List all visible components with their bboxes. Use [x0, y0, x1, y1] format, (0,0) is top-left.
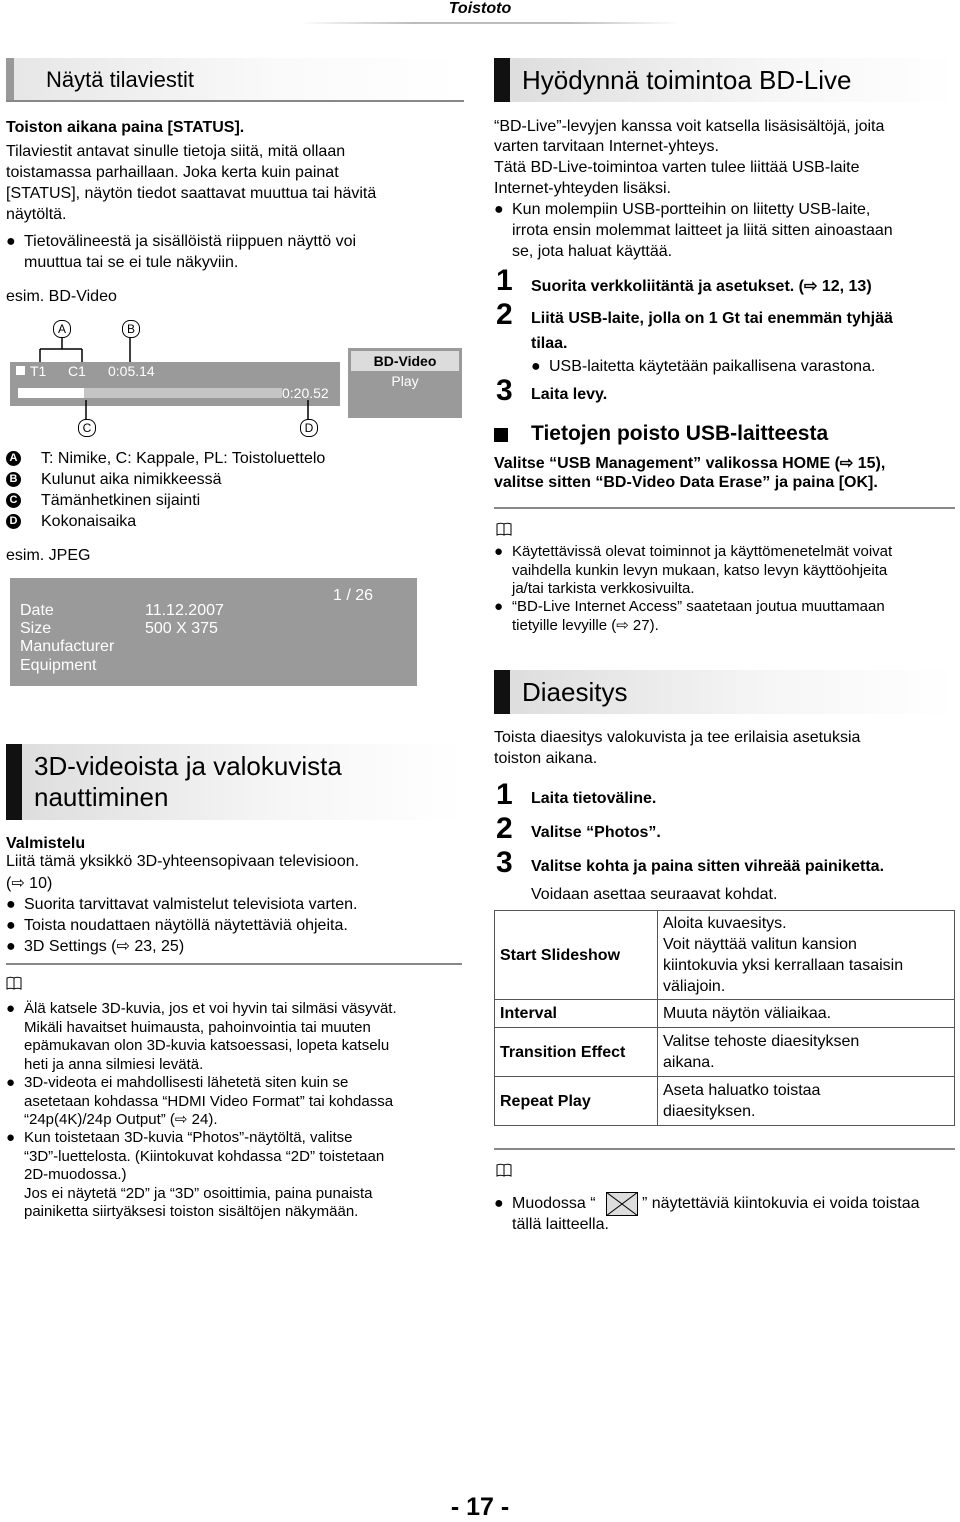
stop-icon: [16, 366, 25, 375]
divider: [6, 963, 462, 965]
table-row: [495, 1028, 955, 1077]
bullet-icon: ●: [6, 917, 16, 934]
jpeg-row-label: Date: [20, 602, 54, 619]
step-text: tilaa.: [531, 335, 568, 352]
usb-erase-para: Valitse “USB Management” valikossa HOME (⇨ 15),: [494, 455, 886, 472]
bullet-icon: ●: [6, 233, 16, 250]
bdlive-para-line: Internet-yhteyden lisäksi.: [494, 180, 671, 197]
step-text: Laita tietoväline.: [531, 790, 657, 807]
prep-line: Liitä tämä yksikkö 3D-yhteensopivaan televisioon.: [6, 853, 360, 870]
option-label: Start Slideshow: [495, 911, 658, 1000]
option-desc: Aloita kuvaesitys. Voit näyttää valitun kansion kiintokuvia yksi kerrallaan tasaisin väliajoin.: [658, 911, 955, 1000]
header-rule: [300, 22, 680, 24]
prep-heading: Valmistelu: [6, 835, 86, 852]
section-3d-title: 3D-videoista ja valokuvista: [34, 751, 342, 781]
heading-bar: [6, 744, 22, 820]
step-text: Liitä USB-laite, jolla on 1 Gt tai enemmän tyhjää: [531, 310, 893, 327]
divider: [494, 507, 955, 509]
step-text: Suorita verkkoliitäntä ja asetukset. (⇨ 12, 13): [531, 278, 872, 295]
option-label: Repeat Play: [495, 1077, 658, 1126]
callout-a: A: [53, 320, 71, 338]
osd-total: 0:20.52: [282, 385, 329, 401]
unplayable-image-icon: [606, 1192, 638, 1216]
osd-progress-fill: [18, 388, 84, 398]
section-status-heading: [6, 58, 464, 102]
bdlive-para-line: varten tarvitaan Internet-yhteys.: [494, 138, 719, 155]
callout-d: D: [300, 419, 318, 437]
slides-para-line: Toista diaesitys valokuvista ja tee erilaisia asetuksia: [494, 729, 861, 746]
legend-text: Tämänhetkinen sijainti: [41, 492, 201, 509]
usb-erase-para: valitse sitten “BD-Video Data Erase” ja paina [OK].: [494, 474, 878, 491]
bullet-icon: ●: [494, 598, 504, 615]
bullet-icon: ●: [6, 938, 16, 955]
note-book-icon: [496, 1163, 512, 1177]
step-text: Laita levy.: [531, 386, 608, 403]
table-row: [495, 911, 955, 1000]
legend-key-a: A: [6, 451, 21, 466]
prep-line: (⇨ 10): [6, 875, 53, 892]
jpeg-counter: 1 / 26: [333, 587, 374, 604]
step-number: 3: [496, 846, 513, 879]
heading-bar: [494, 670, 510, 714]
page-number: - 17 -: [450, 1493, 510, 1521]
bullet-icon: ●: [494, 543, 504, 560]
step-text: Valitse kohta ja paina sitten vihreää painiketta.: [531, 858, 885, 875]
jpeg-row-label: Size: [20, 620, 52, 637]
option-desc: Muuta näytön väliaikaa.: [658, 1000, 955, 1028]
osd-box-title: BD-Video: [351, 351, 459, 371]
option-label: Interval: [495, 1000, 658, 1028]
heading-bar: [494, 58, 510, 102]
section-3d-heading: [6, 744, 464, 820]
callout-c: C: [78, 419, 96, 437]
osd-elapsed: 0:05.14: [108, 363, 155, 379]
jpeg-row-label: Manufacturer: [20, 638, 115, 655]
slideshow-options-table: [494, 910, 955, 1126]
legend-text: T: Nimike, C: Kappale, PL: Toistoluettelo: [41, 450, 326, 467]
status-para-line: [STATUS], näytön tiedot saattavat muuttua tai hävitä: [6, 185, 377, 202]
jpeg-info-osd: [10, 578, 417, 686]
bullet-icon: ●: [531, 358, 541, 375]
status-para-line: toistamassa parhaillaan. Joka kerta kuin painat: [6, 164, 339, 181]
section-bdlive-title: Hyödynnä toimintoa BD-Live: [522, 65, 852, 95]
table-row: [495, 1000, 955, 1028]
table-row: [495, 1077, 955, 1126]
callout-b: B: [122, 320, 140, 338]
status-para-line: Tilaviestit antavat sinulle tietoja siitä, mitä ollaan: [6, 143, 346, 160]
legend-key-c: C: [6, 493, 21, 508]
status-instruction: Toiston aikana paina [STATUS].: [6, 119, 245, 136]
legend-key-b: B: [6, 472, 21, 487]
usb-erase-title: Tietojen poisto USB-laitteesta: [531, 422, 829, 445]
osd-play-box: [348, 348, 462, 418]
option-desc: Valitse tehoste diaesityksen aikana.: [658, 1028, 955, 1077]
note-book-icon: [6, 976, 22, 990]
slides-sub: Voidaan asettaa seuraavat kohdat.: [531, 886, 778, 903]
example-bd-label: esim. BD-Video: [6, 288, 117, 305]
section-slideshow-title: Diaesitys: [522, 677, 628, 707]
page-header-title: Toistoto: [448, 0, 512, 17]
step-number: 1: [496, 264, 513, 297]
section-status-title: Näytä tilaviestit: [46, 67, 194, 92]
option-desc: Aseta haluatko toistaa diaesityksen.: [658, 1077, 955, 1126]
jpeg-row-value: 500 X 375: [145, 620, 218, 637]
step-text: Valitse “Photos”.: [531, 824, 661, 841]
step-number: 3: [496, 374, 513, 407]
osd-chapter-num: C1: [68, 363, 86, 379]
bullet-icon: ●: [494, 201, 504, 218]
legend-text: Kokonaisaika: [41, 513, 137, 530]
osd-title-num: T1: [30, 363, 47, 379]
divider: [494, 1148, 955, 1150]
example-jpeg-label: esim. JPEG: [6, 547, 91, 564]
bullet-icon: ●: [6, 1129, 16, 1146]
bullet-icon: ●: [494, 1195, 504, 1212]
section-3d-title: nauttiminen: [34, 782, 169, 812]
jpeg-row-value: 11.12.2007: [145, 602, 224, 619]
jpeg-row-label: Equipment: [20, 657, 97, 674]
bdlive-para-line: “BD-Live”-levyjen kanssa voit katsella lisäsisältöjä, joita: [494, 118, 885, 135]
section-slideshow-heading: [494, 670, 955, 714]
square-bullet-icon: [494, 428, 508, 442]
heading-bar: [6, 58, 14, 100]
slides-para-line: toiston aikana.: [494, 750, 598, 767]
callout-lines-bottom: [80, 400, 320, 422]
bullet-icon: ●: [6, 1074, 16, 1091]
step-number: 2: [496, 812, 513, 845]
legend-text: Kulunut aika nimikkeessä: [41, 471, 222, 488]
osd-progress-track: [18, 388, 282, 398]
osd-box-sub: Play: [391, 373, 419, 389]
note-book-icon: [496, 522, 512, 536]
step-number: 1: [496, 778, 513, 811]
bdlive-para-line: Tätä BD-Live-toimintoa varten tulee liittää USB-laite: [494, 159, 860, 176]
bullet-icon: ●: [6, 896, 16, 913]
section-bdlive-heading: [494, 58, 955, 102]
status-para-line: näytöltä.: [6, 206, 67, 223]
note-bullet-tail: ” näytettäviä kiintokuvia ei voida toistaa: [642, 1195, 920, 1212]
bullet-icon: ●: [6, 1000, 16, 1017]
legend-key-d: D: [6, 514, 21, 529]
option-label: Transition Effect: [495, 1028, 658, 1077]
step-number: 2: [496, 298, 513, 331]
